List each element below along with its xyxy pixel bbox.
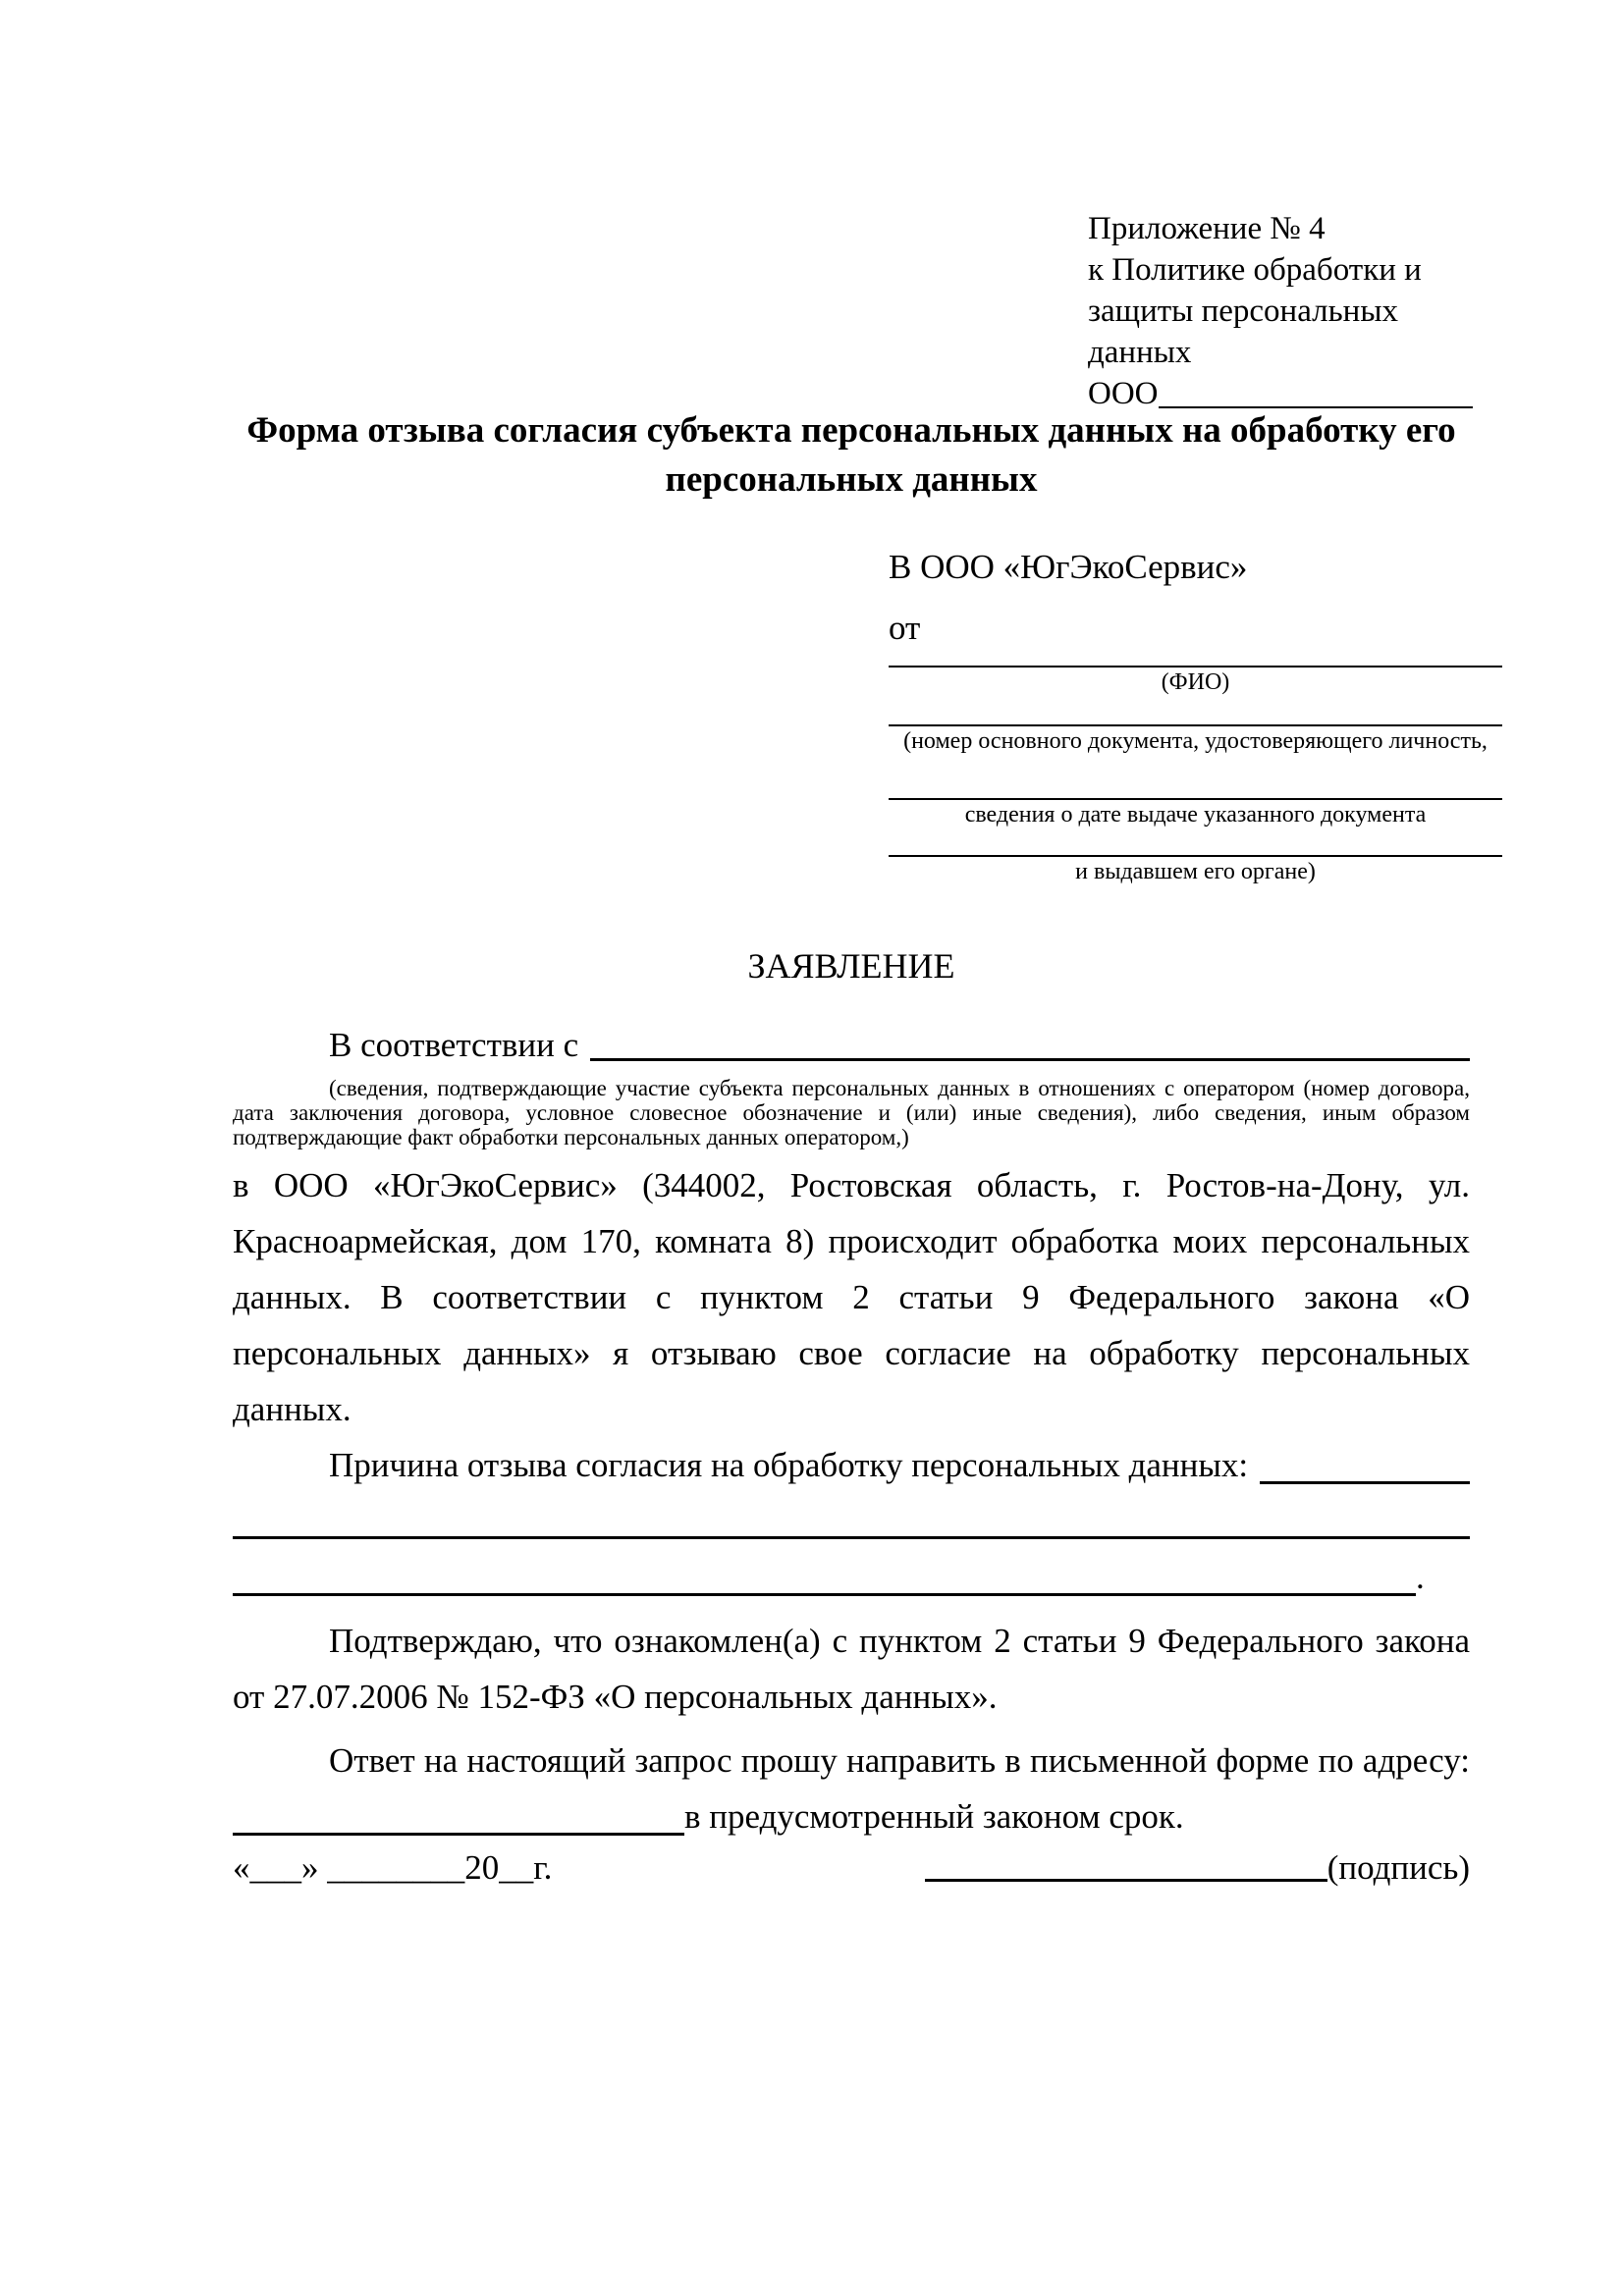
addressee-company: В ООО «ЮгЭкоСервис» [889,548,1248,586]
reply-suffix: в предусмотренный законом срок. [684,1797,1184,1836]
fio-blank-field [889,650,1502,667]
statement-body [233,1021,1470,1844]
reply-address-blank-field [233,1833,684,1836]
policy-line-2: защиты персональных данных [1088,294,1398,370]
accordance-prefix: В соответствии с [329,1026,579,1064]
appendix-note [1088,208,1473,414]
issuer-caption: и выдавшем его органе) [1075,859,1316,884]
issuer-blank-field [889,829,1502,857]
reason-blank-line-2-field [233,1593,1416,1596]
policy-line-1: к Политике обработки и [1088,252,1422,288]
doc-number-blank-field [889,697,1502,726]
issue-date-caption: сведения о дате выдаче указанного документа [964,802,1427,828]
reply-request-paragraph: Ответ на настоящий запрос прошу направить в письменной форме по адресу: [329,1741,1470,1780]
blank-line-period: . [1416,1558,1425,1596]
reply-address-line [233,1789,1470,1844]
reason-line [233,1437,1470,1493]
signature-group [925,1845,1470,1891]
document-title: Форма отзыва согласия субъекта персональных данных на обработку его персональных данных [246,410,1456,500]
confirmation-paragraph: Подтверждаю, что ознакомлен(а) с пунктом 2 статьи 9 Федерального закона от 27.07.2006 № 152-ФЗ «О персональных данных». [233,1622,1470,1716]
processing-paragraph: в ООО «ЮгЭкоСервис» (344002, Ростовская область, г. Ростов-на-Дону, ул. Красноармейская, дом 170, комната 8) происходит обработка моих персональных данных. В соответствии с пунктом 2 статьи 9 Федерального закона «О персональных данных» я отзываю свое согласие на обработку персональных данных. [233,1166,1470,1428]
reason-blank-field [1260,1481,1470,1484]
date-signature-row [233,1845,1470,1891]
company-prefix: ООО [1088,376,1159,411]
signature-blank-field [925,1879,1327,1882]
doc-number-caption: (номер основного документа, удостоверяющего личность, [903,728,1488,754]
statement-heading: ЗАЯВЛЕНИЕ [747,946,955,986]
date-blank: «___» ________20__г. [233,1848,553,1887]
signature-caption: (подпись) [1326,1848,1470,1887]
reason-label: Причина отзыва согласия на обработку персональных данных: [329,1446,1249,1484]
from-label: от [889,609,921,647]
reason-blank-line-2 [233,1549,1470,1605]
accordance-blank-field [590,1058,1470,1061]
addressee-block [889,546,1502,886]
appendix-number-line: Приложение № 4 [1088,211,1326,246]
accordance-line [233,1021,1470,1070]
fine-print-note: (сведения, подтверждающие участие субъекта персональных данных в отношениях с оператором (номер договора, дата заключения договора, условное словесное обозначение и (или) иные сведения), либо сведения, иным образом подтверждающие факт обработки персональных данных оператором,) [233,1076,1470,1149]
reason-blank-line-1 [233,1493,1470,1539]
fio-caption: (ФИО) [1161,669,1230,695]
issue-date-blank-field [889,756,1502,800]
